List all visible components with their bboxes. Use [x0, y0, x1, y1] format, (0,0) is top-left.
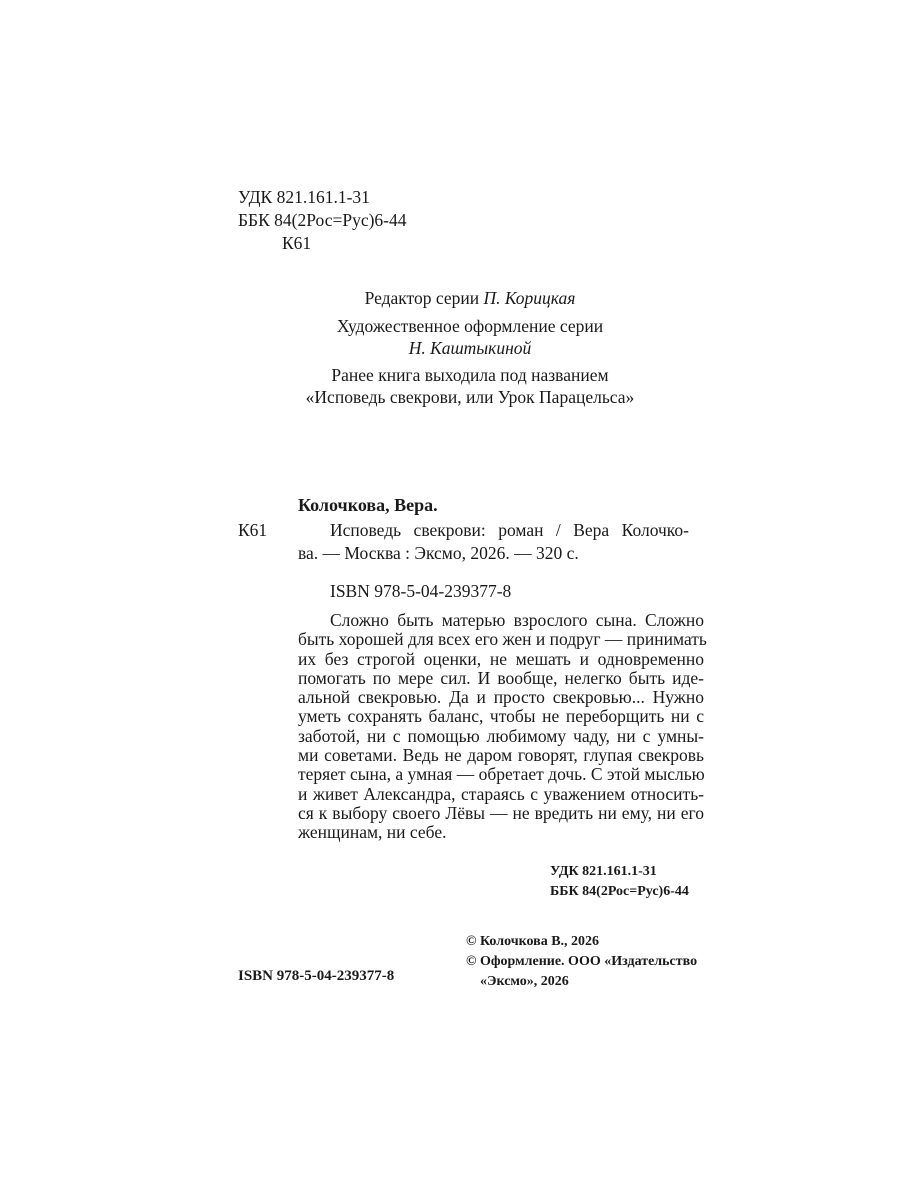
series-editor-name: П. Корицкая — [483, 288, 576, 308]
series-editor-line — [240, 287, 700, 309]
series-editor-label: Редактор серии — [364, 288, 480, 308]
catalog-isbn: ISBN 978-5-04-239377-8 — [330, 581, 512, 601]
annotation — [298, 610, 707, 843]
annotation-line: быть хорошей для всех его жен и подруг — принимать — [298, 629, 707, 650]
catalog-description-line-1: Исповедь свекрови: роман / Вера Колочко- — [330, 520, 689, 540]
annotation-line: теряет сына, а умная — обретает дочь. С этой мыслью — [298, 764, 705, 785]
footer-udk: УДК 821.161.1-31 — [550, 864, 657, 879]
annotation-line: и живет Александра, стараясь с уважением относить- — [298, 783, 704, 804]
annotation-line: ся к выбору своего Лёвы — не вредить ни ему, ни его — [298, 802, 704, 823]
catalog-description-line-2: ва. — Москва : Эксмо, 2026. — 320 с. — [298, 543, 579, 563]
footer-bbk: ББК 84(2Рос=Рус)6-44 — [550, 884, 689, 899]
copyright-author: © Колочкова В., 2026 — [466, 934, 600, 949]
annotation-line: их без строгой оценки, не мешать и одновременно — [298, 648, 704, 669]
annotation-line: женщинам, ни себе. — [298, 822, 447, 843]
annotation-line: альной свекровью. Да и просто свекровью... Нужно — [298, 687, 704, 708]
annotation-line: помогать по мере сил. И вообще, нелегко быть иде- — [298, 667, 704, 688]
annotation-line: заботой, ни с помощью любимому чаду, ни с умны- — [298, 725, 704, 746]
footer-isbn: ISBN 978-5-04-239377-8 — [238, 968, 395, 984]
annotation-line: ми советами. Ведь не даром говорят, глупая свекровь — [298, 745, 704, 766]
catalog-author: Колочкова, Вера. — [298, 495, 438, 515]
annotation-line: Сложно быть матерью взрослого сына. Сложно — [330, 610, 704, 630]
previous-title-label: Ранее книга выходила под названием — [331, 365, 609, 385]
previous-title: «Исповедь свекрови, или Урок Парацельса» — [305, 387, 635, 407]
bbk-code: ББК 84(2Рос=Рус)6-44 — [238, 210, 407, 230]
copyright-design-line-1: © Оформление. ООО «Издательство — [466, 954, 698, 969]
classification-block — [238, 186, 407, 255]
footer-classification — [550, 862, 689, 902]
catalog-code: К61 — [238, 520, 268, 540]
udk-code: УДК 821.161.1-31 — [238, 187, 370, 207]
copyright-design-line-2: «Эксмо», 2026 — [480, 974, 569, 989]
series-design-label: Художественное оформление серии — [336, 316, 604, 336]
copyright-block — [466, 932, 697, 992]
author-sign-code: К61 — [282, 233, 312, 253]
series-design-name: Н. Каштыкиной — [408, 338, 532, 358]
annotation-line: уметь сохранять баланс, чтобы не переборщить ни с — [298, 706, 704, 727]
